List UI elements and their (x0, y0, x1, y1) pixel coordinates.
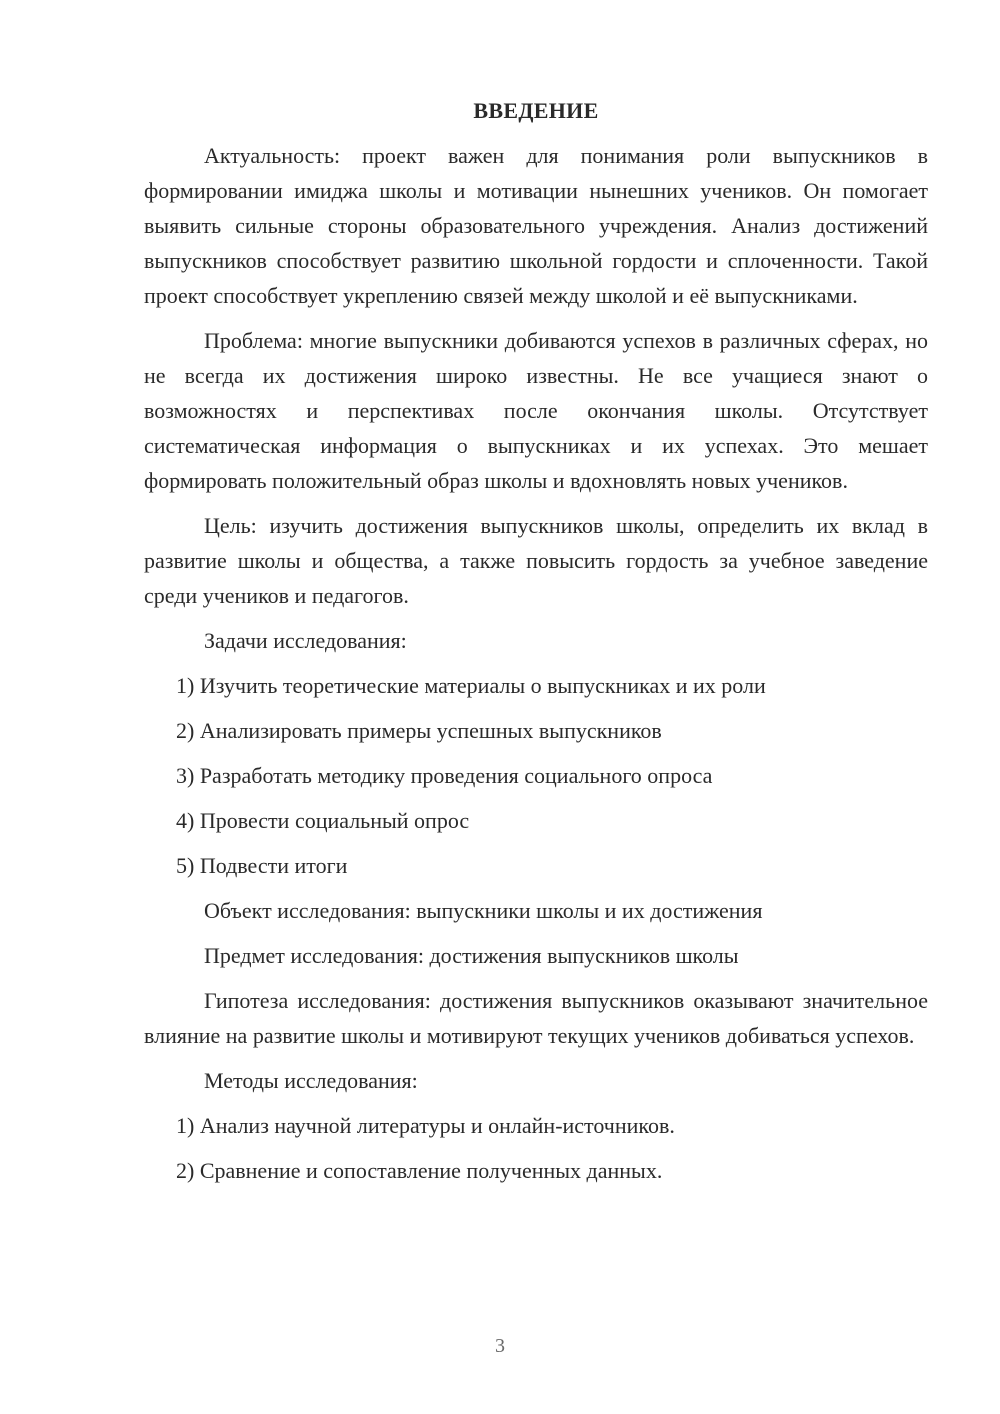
tasks-heading: Задачи исследования: (204, 628, 407, 653)
goal-paragraph: Цель: изучить достижения выпускников школы, определить их вклад в развитие школы и общества, а также повысить гордость за учебное заведение среди учеников и педагогов. (144, 513, 928, 608)
page-number: 3 (495, 1335, 505, 1357)
hypothesis-paragraph: Гипотеза исследования: достижения выпускников оказывают значительное влияние на развитие школы и мотивируют текущих учеников добиваться успехов. (144, 988, 928, 1048)
task-item: 1) Изучить теоретические материалы о выпускниках и их роли (176, 673, 766, 698)
task-item: 4) Провести социальный опрос (176, 808, 470, 833)
object-line: Объект исследования: выпускники школы и их достижения (204, 898, 763, 923)
method-item: 1) Анализ научной литературы и онлайн-источников. (176, 1113, 675, 1138)
problem-paragraph: Проблема: многие выпускники добиваются успехов в различных сферах, но не всегда их достижения широко известны. Не все учащиеся знают о возможностях и перспективах после окончания школы. Отсутствует систематическая информация о выпускниках и их успехах. Это мешает формировать положительный образ школы и вдохновлять новых учеников. (144, 328, 928, 493)
document-page (144, 96, 928, 1198)
task-item: 2) Анализировать примеры успешных выпускников (176, 718, 662, 743)
relevance-paragraph: Актуальность: проект важен для понимания роли выпускников в формировании имиджа школы и мотивации нынешних учеников. Он помогает выявить сильные стороны образовательного учреждения. Анализ достижений выпускников способствует развитию школьной гордости и сплоченности. Такой проект способствует укреплению связей между школой и её выпускниками. (144, 143, 928, 308)
subject-line: Предмет исследования: достижения выпускников школы (204, 943, 739, 968)
task-item: 3) Разработать методику проведения социального опроса (176, 763, 713, 788)
method-item: 2) Сравнение и сопоставление полученных данных. (176, 1158, 663, 1183)
section-title: ВВЕДЕНИЕ (473, 98, 599, 123)
methods-heading: Методы исследования: (204, 1068, 418, 1093)
task-item: 5) Подвести итоги (176, 853, 348, 878)
